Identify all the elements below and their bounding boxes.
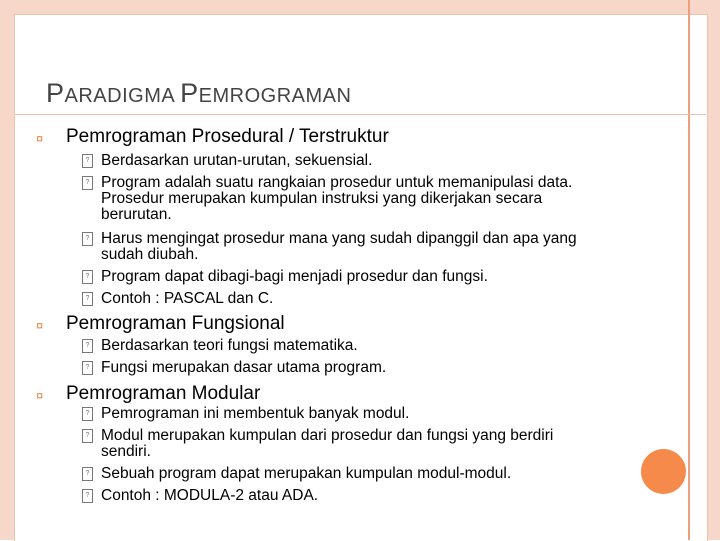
bullet-mark-icon: ¤ (36, 388, 44, 403)
missing-glyph-icon: ? (82, 361, 93, 375)
missing-glyph-icon: ? (82, 232, 93, 246)
missing-glyph-icon: ? (82, 339, 93, 353)
list-item: ? Harus mengingat prosedur mana yang sudah dipanggil dan apa yang sudah diubah. (101, 231, 611, 263)
missing-glyph-icon: ? (82, 292, 93, 306)
list-item: ? Contoh : PASCAL dan C. (101, 291, 621, 307)
list-item: ? Program adalah suatu rangkaian prosedur untuk memanipulasi data. Prosedur merupakan kumpulan instruksi yang dikerjakan secara berurutan. (101, 175, 601, 223)
list-item: ? Program dapat dibagi-bagi menjadi prosedur dan fungsi. (101, 269, 621, 285)
title-divider (14, 114, 706, 115)
section-heading-prosedural: ¤ Pemrograman Prosedural / Terstruktur (36, 126, 389, 147)
decorative-vertical-line (688, 0, 690, 540)
bullet-mark-icon: ¤ (36, 131, 44, 146)
list-item: ? Sebuah program dapat merupakan kumpulan modul-modul. (101, 466, 621, 482)
missing-glyph-icon: ? (82, 176, 93, 190)
slide-title: PARADIGMA PEMROGRAMAN (46, 78, 352, 108)
missing-glyph-icon: ? (82, 270, 93, 284)
list-item: ? Contoh : MODULA-2 atau ADA. (101, 488, 621, 504)
missing-glyph-icon: ? (82, 429, 93, 443)
section-heading-fungsional: ¤ Pemrograman Fungsional (36, 313, 285, 334)
section-heading-modular: ¤ Pemrograman Modular (36, 383, 261, 404)
missing-glyph-icon: ? (82, 154, 93, 168)
missing-glyph-icon: ? (82, 489, 93, 503)
list-item: ? Modul merupakan kumpulan dari prosedur dan fungsi yang berdiri sendiri. (101, 428, 591, 460)
bullet-mark-icon: ¤ (36, 318, 44, 333)
list-item: ? Berdasarkan teori fungsi matematika. (101, 338, 621, 354)
decorative-orange-circle (641, 449, 686, 494)
missing-glyph-icon: ? (82, 467, 93, 481)
list-item: ? Pemrograman ini membentuk banyak modul. (101, 406, 621, 422)
list-item: ? Berdasarkan urutan-urutan, sekuensial. (101, 153, 601, 169)
missing-glyph-icon: ? (82, 407, 93, 421)
list-item: ? Fungsi merupakan dasar utama program. (101, 360, 621, 376)
